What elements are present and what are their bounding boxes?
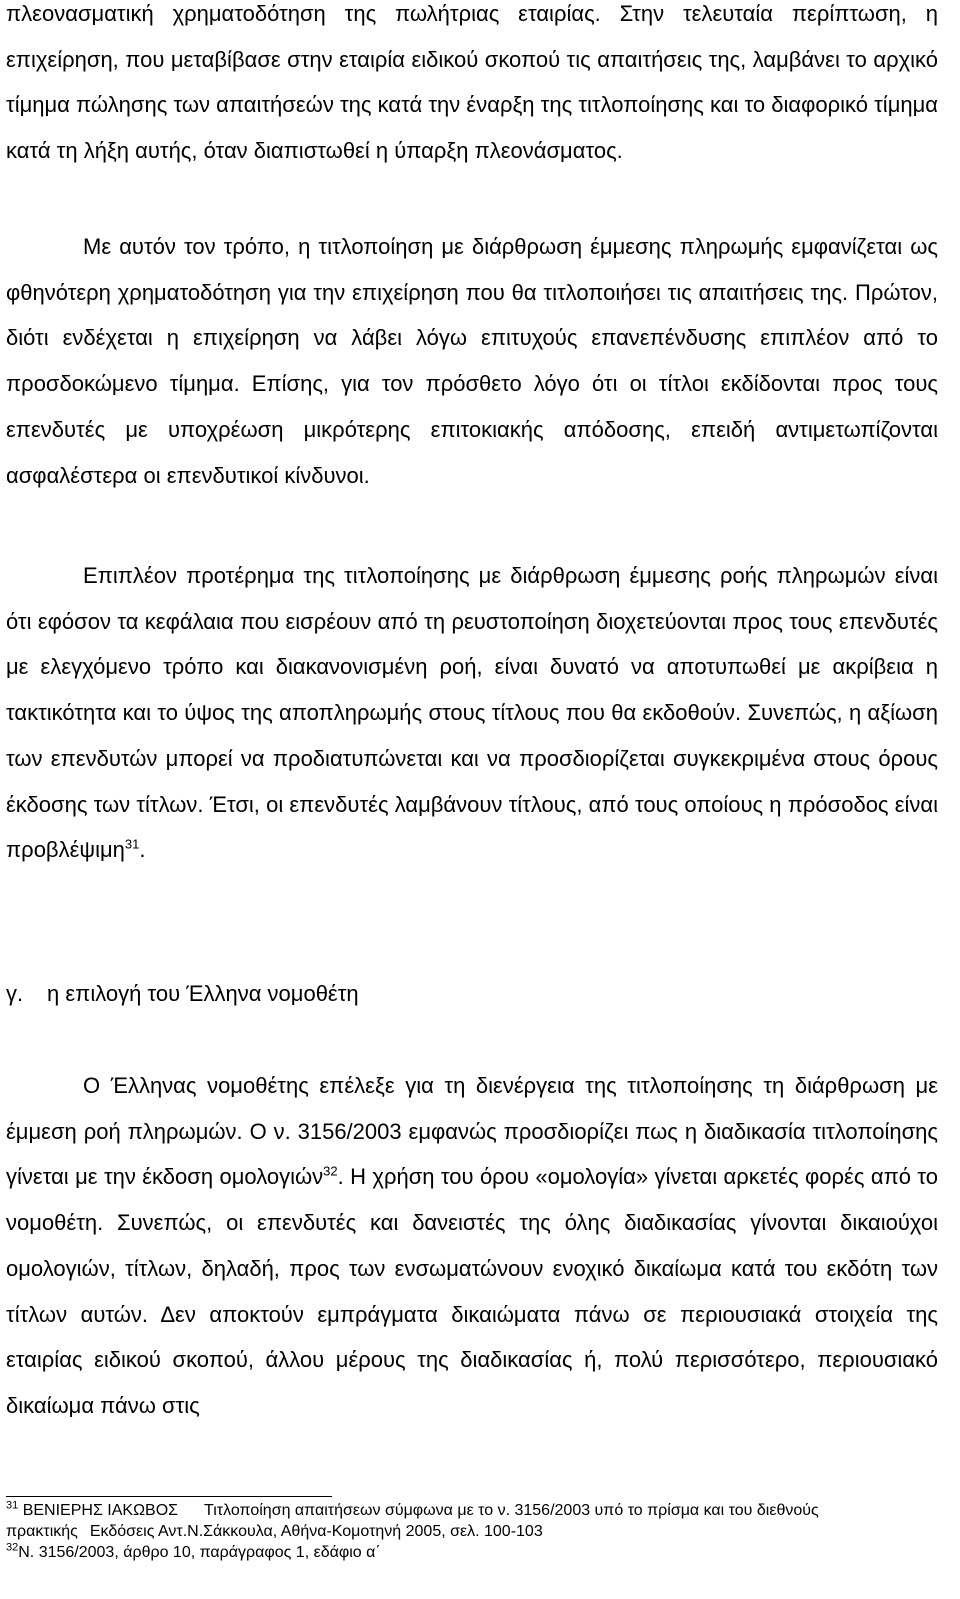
paragraph-2	[6, 224, 938, 498]
footnote-text: Ν. 3156/2003, άρθρο 10, παράγραφος 1, εδάφιο α΄	[18, 1544, 381, 1561]
footnote-number: 31	[6, 1499, 19, 1512]
paragraph-3	[6, 553, 938, 873]
paragraph-3-end: .	[139, 837, 146, 863]
footnote-publisher: Εκδόσεις Αντ.Ν.Σάκκουλα, Αθήνα-Κομοτηνή 2005, σελ. 100-103	[89, 1523, 543, 1540]
paragraph-2-text: Με αυτόν τον τρόπο, η τιτλοποίηση με διάρθρωση έμμεσης πληρωμής εμφανίζεται ως φθηνότερη χρηματοδότηση για την επιχείρηση που θα τιτλοποιήσει τις απαιτήσεις της. Πρώτον, διότι ενδέχεται η επιχείρηση να λάβει λόγω επιτυχούς επανεπένδυσης επιπλέον από το προσδοκώμενο τίμημα. Επίσης, για τον πρόσθετο λόγο ότι οι τίτλοι εκδίδονται προς τους επενδυτές με υποχρέωση μικρότερης επιτοκιακής απόδοσης, επειδή αντιμετωπίζονται ασφαλέστερα οι επενδυτικοί κίνδυνοι.	[6, 234, 938, 488]
footnotes	[6, 1500, 938, 1563]
section-heading	[6, 971, 938, 1016]
footnote-number: 32	[6, 1541, 19, 1554]
footnote-title-cont: πρακτικής	[6, 1523, 78, 1540]
paragraph-1-text: πλεονασματική χρηματοδότηση της πωλήτριας εταιρίας. Στην τελευταία περίπτωση, η επιχείρηση, που μεταβίβασε στην εταιρία ειδικού σκοπού τις απαιτήσεις της, λαμβάνει το αρχικό τίμημα πώλησης των απαιτήσεών της κατά την έναρξη της τιτλοποίησης και το διαφορικό τίμημα κατά τη λήξη αυτής, όταν διαπιστωθεί η ύπαρξη πλεονάσματος.	[6, 1, 938, 164]
footnote-separator	[6, 1496, 332, 1497]
footnote-ref-31[interactable]: 31	[124, 836, 140, 852]
footnote-32	[6, 1542, 938, 1563]
section-letter: γ.	[6, 981, 24, 1006]
footnote-title: Τιτλοποίηση απαιτήσεων σύμφωνα με το ν. 3156/2003 υπό το πρίσμα και του διεθνούς	[204, 1502, 819, 1519]
section-title: η επιλογή του Έλληνα νομοθέτη	[47, 981, 359, 1006]
paragraph-3-text: Επιπλέον προτέρημα της τιτλοποίησης με διάρθρωση έμμεσης ροής πληρωμών είναι ότι εφόσον τα κεφάλαια που εισρέουν από τη ρευστοποίηση διοχετεύονται προς τους επενδυτές με ελεγχόμενο τρόπο και διακανονισμένη ροή, είναι δυνατό να αποτυπωθεί με ακρίβεια η τακτικότητα και το ύψος της αποπληρωμής στους τίτλους που θα εκδοθούν. Συνεπώς, η αξίωση των επενδυτών μπορεί να προδιατυπώνεται και να προσδιορίζεται συγκεκριμένα στους όρους έκδοσης των τίτλων. Έτσι, οι επενδυτές λαμβάνουν τίτλους, από τους οποίους η πρόσοδος είναι προβλέψιμη	[6, 563, 938, 863]
paragraph-4-text-a: Ο Έλληνας νομοθέτης επέλεξε για τη διενέργεια της τιτλοποίησης τη διάρθρωση με έμμεση ροή πληρωμών. Ο ν. 3156/2003 εμφανώς προσδιορίζει πως η διαδικασία τιτλοποίησης γίνεται με την έκδοση ομολογιών	[6, 1073, 938, 1190]
footnote-31	[6, 1500, 938, 1542]
paragraph-4-text-b: . Η χρήση του όρου «ομολογία» γίνεται αρκετές φορές από το νομοθέτη. Συνεπώς, οι επενδυτές και δανειστές της όλης διαδικασίας γίνονται δικαιούχοι ομολογιών, τίτλων, δηλαδή, προς των ενσωματώνουν ενοχικό δικαίωμα κατά του εκδότη των τίτλων αυτών. Δεν αποκτούν εμπράγματα δικαιώματα πάνω σε περιουσιακά στοιχεία της εταιρίας ειδικού σκοπού, άλλου μέρους της διαδικασίας ή, πολύ περισσότερο, περιουσιακό δικαίωμα πάνω στις	[6, 1164, 938, 1418]
footnote-author: ΒΕΝΙΕΡΗΣ ΙΑΚΩΒΟΣ	[22, 1502, 179, 1519]
paragraph-1	[6, 0, 938, 174]
paragraph-4	[6, 1063, 938, 1429]
footnote-ref-32[interactable]: 32	[323, 1164, 338, 1180]
